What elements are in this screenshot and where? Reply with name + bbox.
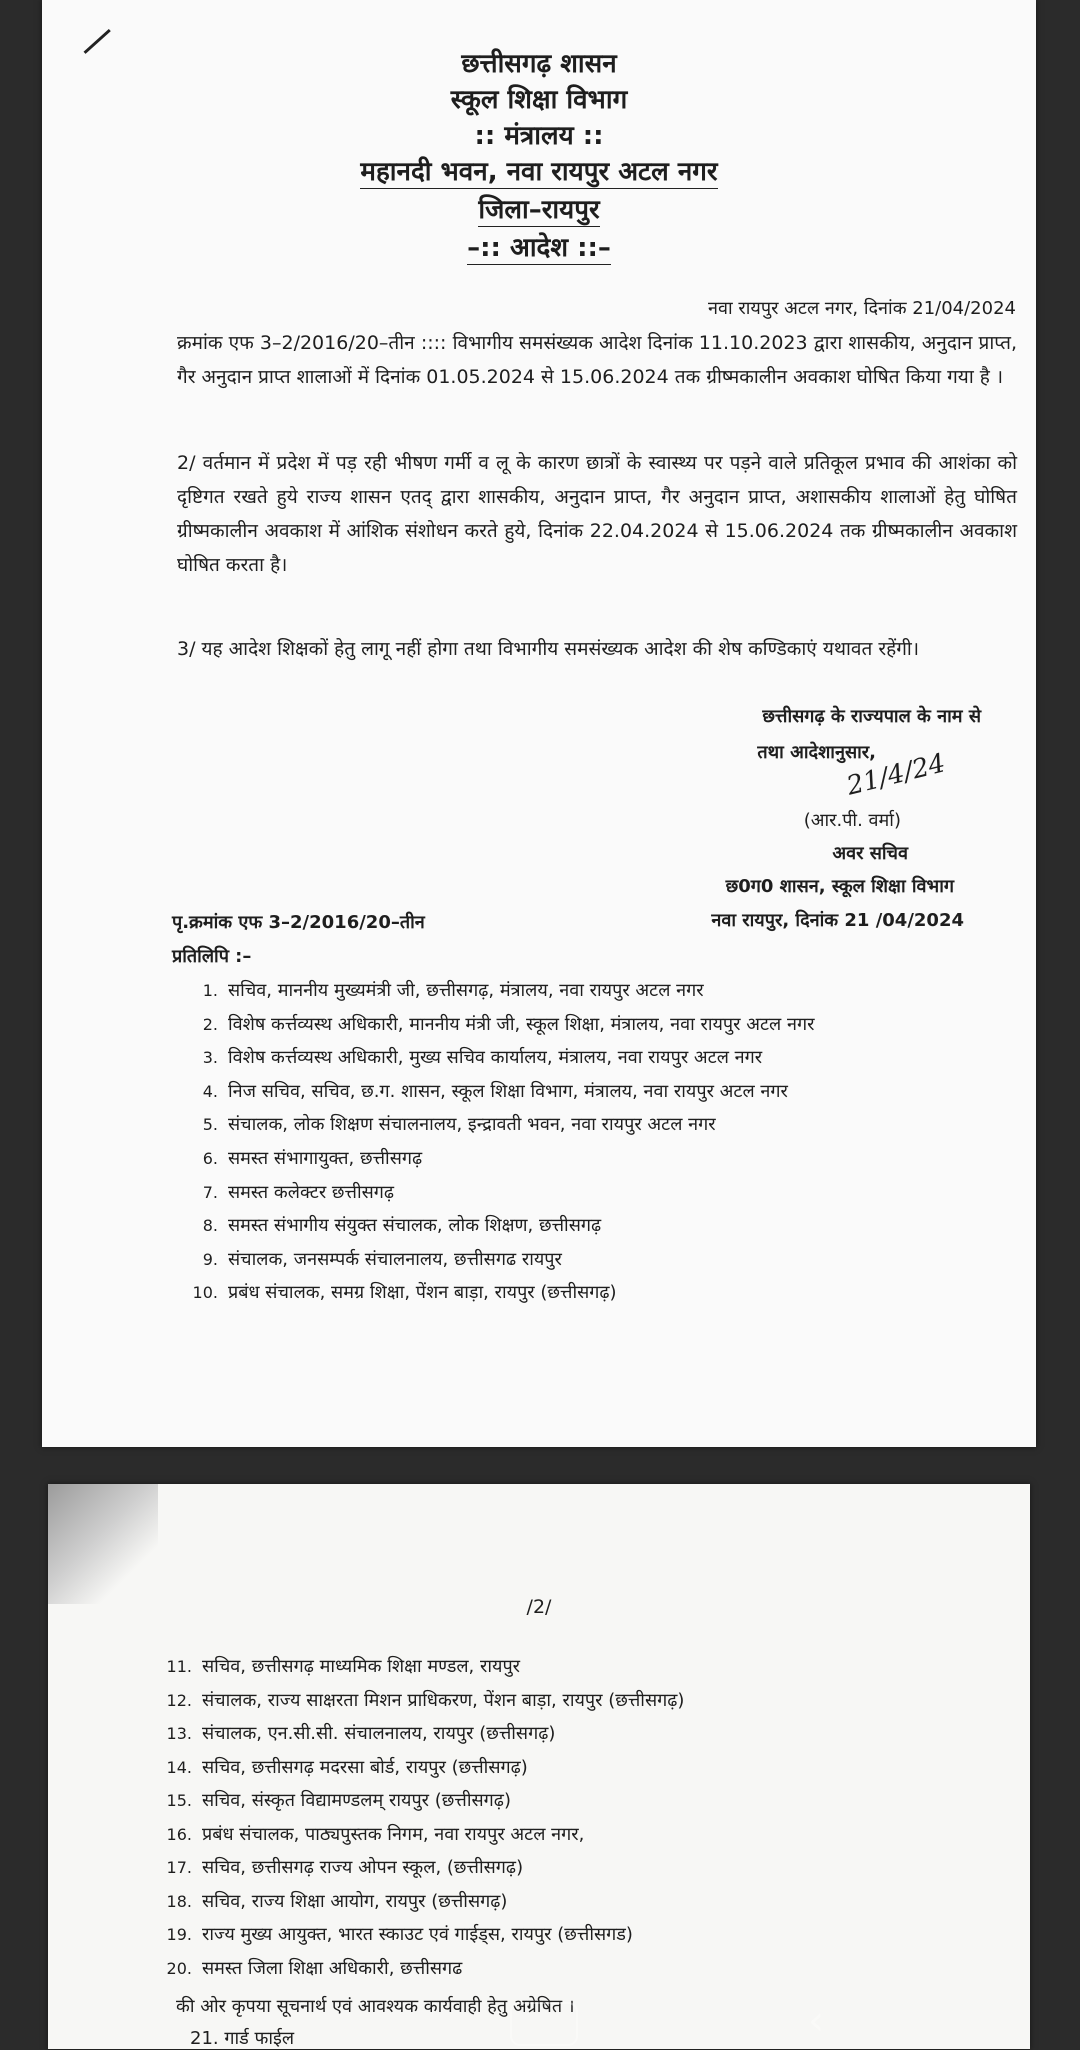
list-item [156,1755,528,1779]
paragraph-1: क्रमांक एफ 3–2/2016/20–तीन :::: विभागीय समसंख्यक आदेश दिनांक 11.10.2023 द्वारा शासकीय, अनुदान प्राप्त, गैर अनुदान प्राप्त शालाओं में दिनांक 01.05.2024 से 15.06.2024 तक ग्रीष्मकालीन अवकाश घोषित किया गया है । [177,332,1017,388]
header-mantralaya: :: मंत्रालय :: [474,121,604,151]
header-address: महानदी भवन, नवा रायपुर अटल नगर [360,152,717,189]
list-item [156,1788,511,1812]
list-item [156,1922,633,1946]
document-page-2 [48,1484,1030,2049]
list-item-text: सचिव, छत्तीसगढ़ माध्यमिक शिक्षा मण्डल, रायपुर [202,1656,521,1677]
list-item [156,1822,584,1846]
list-item [156,1956,462,1980]
signature-authority: छत्तीसगढ़ के राज्यपाल के नाम से [762,706,981,727]
list-item-number: 10. [192,1283,218,1303]
list-item [156,1889,507,1913]
page-number: /2/ [526,1596,552,1618]
list-item [182,1280,617,1304]
list-item-number: 3. [202,1048,218,1068]
list-item-number: 12. [166,1690,192,1710]
list-item-number: 13. [166,1724,192,1743]
list-item-text: राज्य मुख्य आयुक्त, भारत स्काउट एवं गाईड्स, रायपुर (छत्तीसगड) [202,1924,633,1945]
header-govt: छत्तीसगढ़ शासन [461,49,617,79]
header-district: जिला–रायपुर [478,190,599,227]
header-order-title: –:: आदेश ::– [467,228,611,265]
list-item-number: 8. [202,1216,218,1236]
list-item-text: संचालक, राज्य साक्षरता मिशन प्राधिकरण, पेंशन बाड़ा, रायपुर (छत्तीसगढ़) [202,1689,685,1711]
list-item [156,1654,520,1678]
list-item [156,1855,523,1879]
signatory-department: छ0ग0 शासन, स्कूल शिक्षा विभाग [725,876,954,897]
list-item-number: 6. [202,1149,218,1168]
photo-shadow [48,1484,158,1604]
list-item [182,1146,422,1170]
list-item-number: 11. [166,1657,192,1676]
list-item [182,1247,562,1271]
list-item [156,1688,684,1712]
list-item-text: समस्त जिला शिक्षा अधिकारी, छत्तीसगढ [202,1957,463,1979]
viewer-overlay-icon[interactable] [510,2002,578,2046]
list-item-number: 20. [166,1958,192,1978]
list-item [156,1721,555,1745]
list-item-number: 2. [202,1014,218,1034]
list-item-text: सचिव, संस्कृत विद्यामण्डलम् रायपुर (छत्तीसगढ़) [202,1790,511,1811]
list-item-number: 18. [166,1891,192,1911]
list-item-text: प्रबंध संचालक, पाठ्यपुस्तक निगम, नवा रायपुर अटल नगर, [202,1823,585,1845]
list-item-text: समस्त संभागायुक्त, छत्तीसगढ़ [228,1148,423,1169]
list-item-text: संचालक, एन.सी.सी. संचालनालय, रायपुर (छत्तीसगढ़) [202,1723,556,1744]
list-item [182,1045,762,1069]
list-item [182,1079,788,1103]
list-item [182,1112,716,1136]
handwritten-signature: 21/4/24 [843,748,949,802]
list-item-text: निज सचिव, सचिव, छ.ग. शासन, स्कूल शिक्षा विभाग, मंत्रालय, नवा रायपुर अटल नगर [228,1080,788,1102]
list-item-text: सचिव, राज्य शिक्षा आयोग, रायपुर (छत्तीसगढ़) [202,1890,508,1912]
copy-heading: प्रतिलिपि :– [172,946,252,967]
paragraph-3: 3/ यह आदेश शिक्षकों हेतु लागू नहीं होगा तथा विभागीय समसंख्यक आदेश की शेष कण्डिकाएं यथावत रहेंगी। [177,638,920,660]
list-item-last [190,2026,294,2050]
list-item-text: सचिव, छत्तीसगढ़ राज्य ओपन स्कूल, (छत्तीसगढ़) [202,1857,524,1878]
list-item-text: संचालक, जनसम्पर्क संचालनालय, छत्तीसगढ रायपुर [228,1248,562,1270]
paragraph-2: 2/ वर्तमान में प्रदेश में पड़ रही भीषण गर्मी व लू के कारण छात्रों के स्वास्थ्य पर पड़ने वाले प्रतिकूल प्रभाव की आशंका को दृष्टिगत रखते हुये राज्य शासन एतद् द्वारा शासकीय, अनुदान प्राप्त, गैर अनुदान प्राप्त, अशासकीय शालाओं हेतु घोषित ग्रीष्मकालीन अवकाश में आंशिक संशोधन करते हुये, दिनांक 22.04.2024 से 15.06.2024 तक ग्रीष्मकालीन अवकाश घोषित करता है। [177,452,1017,576]
list-item-number: 7. [202,1182,218,1202]
signatory-name: (आर.पी. वर्मा) [803,810,901,831]
signatory-date: नवा रायपुर, दिनांक 21 /04/2024 [711,910,964,931]
list-item-number: 5. [202,1115,218,1135]
list-item [182,978,704,1002]
list-item-text: सचिव, छत्तीसगढ़ मदरसा बोर्ड, रायपुर (छत्तीसगढ़) [202,1756,528,1778]
list-item-number: 21. [190,2028,219,2049]
list-item-number: 14. [166,1757,192,1777]
chevron-left-icon[interactable]: ‹ [808,1998,824,2044]
list-item-text: समस्त संभागीय संयुक्त संचालक, लोक शिक्षण, छत्तीसगढ़ [228,1215,602,1237]
list-item-number: 16. [166,1824,192,1844]
list-item [182,1180,394,1204]
document-page-1 [42,0,1036,1447]
list-item-text: विशेष कर्त्तव्यस्थ अधिकारी, मुख्य सचिव कार्यालय, मंत्रालय, नवा रायपुर अटल नगर [228,1047,763,1069]
order-date-line: नवा रायपुर अटल नगर, दिनांक 21/04/2024 [708,298,1016,319]
signatory-designation: अवर सचिव [832,843,908,864]
list-item [182,1213,601,1237]
endorsement-number: पृ.क्रमांक एफ 3–2/2016/20–तीन [172,912,425,933]
list-item-text: सचिव, माननीय मुख्यमंत्री जी, छत्तीसगढ़, मंत्रालय, नवा रायपुर अटल नगर [228,980,704,1001]
list-item-text: समस्त कलेक्टर छत्तीसगढ़ [228,1181,395,1203]
forwarding-note: की ओर कृपया सूचनार्थ एवं आवश्यक कार्यवाही हेतु अग्रेषित । [176,1996,575,2017]
list-item-number: 9. [202,1249,218,1269]
list-item [182,1012,814,1036]
list-item-number: 1. [202,981,218,1000]
signature-order-line: तथा आदेशानुसार, [757,742,876,763]
list-item-text: गार्ड फाईल [224,2028,295,2049]
list-item-text: संचालक, लोक शिक्षण संचालनालय, इन्द्रावती भवन, नवा रायपुर अटल नगर [228,1114,716,1136]
header-department: स्कूल शिक्षा विभाग [450,85,628,115]
list-item-number: 4. [202,1081,218,1101]
list-item-text: प्रबंध संचालक, समग्र शिक्षा, पेंशन बाड़ा, रायपुर (छत्तीसगढ़) [228,1282,617,1304]
list-item-number: 17. [166,1858,192,1877]
list-item-number: 19. [166,1925,192,1944]
list-item-text: विशेष कर्त्तव्यस्थ अधिकारी, माननीय मंत्री जी, स्कूल शिक्षा, मंत्रालय, नवा रायपुर अटल नगर [228,1013,815,1035]
list-item-number: 15. [166,1791,192,1810]
